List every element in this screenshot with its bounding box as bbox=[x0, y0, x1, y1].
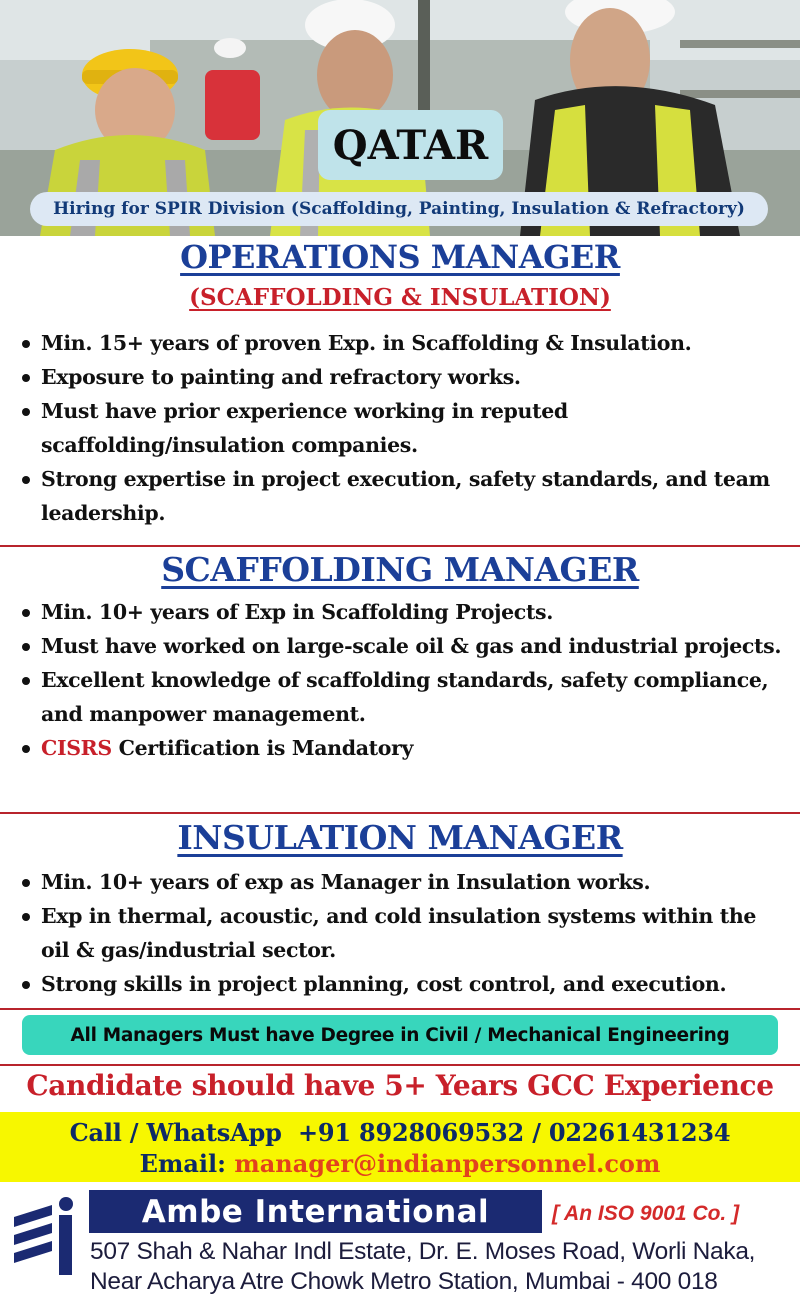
list-item: Must have prior experience working in reputed scaffolding/insulation companies. bbox=[18, 394, 788, 462]
address-line-2: Near Acharya Atre Chowk Metro Station, Mumbai - 400 018 bbox=[90, 1268, 718, 1295]
contact-band bbox=[0, 1112, 800, 1182]
list-item: Strong skills in project planning, cost control, and execution. bbox=[18, 967, 788, 1001]
email-label: Email: bbox=[139, 1149, 226, 1178]
call-label: Call / WhatsApp bbox=[69, 1118, 282, 1147]
country-badge: QATAR bbox=[318, 110, 503, 180]
degree-requirement-banner: All Managers Must have Degree in Civil / Mechanical Engineering bbox=[22, 1015, 778, 1055]
list-item: Excellent knowledge of scaffolding standards, safety compliance, and manpower management. bbox=[18, 663, 788, 731]
certification-text: Certification is Mandatory bbox=[111, 736, 414, 760]
email-line bbox=[0, 1149, 800, 1178]
job-title-insulation-manager: INSULATION MANAGER bbox=[177, 818, 623, 857]
call-line bbox=[0, 1118, 800, 1147]
list-item: Min. 10+ years of exp as Manager in Insulation works. bbox=[18, 865, 788, 899]
address-line-1: 507 Shah & Nahar Indl Estate, Dr. E. Moses Road, Worli Naka, bbox=[90, 1238, 756, 1265]
operations-manager-requirements bbox=[18, 326, 788, 530]
list-item: Must have worked on large-scale oil & gas and industrial projects. bbox=[18, 629, 788, 663]
list-item: Exposure to painting and refractory works. bbox=[18, 360, 788, 394]
section-divider bbox=[0, 545, 800, 547]
iso-certification-tag: [ An ISO 9001 Co. ] bbox=[552, 1202, 740, 1225]
list-item: Exp in thermal, acoustic, and cold insulation systems within the oil & gas/industrial sector. bbox=[18, 899, 788, 967]
section-divider bbox=[0, 1008, 800, 1010]
list-item-certification bbox=[18, 731, 788, 765]
scaffolding-manager-requirements bbox=[18, 595, 788, 765]
list-item: Min. 15+ years of proven Exp. in Scaffolding & Insulation. bbox=[18, 326, 788, 360]
insulation-manager-requirements bbox=[18, 865, 788, 1001]
job-title-operations-manager: OPERATIONS MANAGER bbox=[180, 238, 620, 276]
hiring-division-banner: Hiring for SPIR Division (Scaffolding, Painting, Insulation & Refractory) bbox=[30, 192, 768, 226]
list-item: Min. 10+ years of Exp in Scaffolding Projects. bbox=[18, 595, 788, 629]
hero-banner bbox=[0, 0, 800, 236]
company-name-banner: Ambe International bbox=[89, 1190, 542, 1233]
section-divider bbox=[0, 1064, 800, 1066]
job-subtitle-scaffolding-insulation: (SCAFFOLDING & INSULATION) bbox=[189, 284, 611, 311]
email-link[interactable]: manager@indianpersonnel.com bbox=[234, 1149, 661, 1178]
section-divider bbox=[0, 812, 800, 814]
gcc-experience-notice: Candidate should have 5+ Years GCC Experience bbox=[26, 1069, 774, 1102]
job-title-scaffolding-manager: SCAFFOLDING MANAGER bbox=[161, 550, 639, 589]
phone-numbers[interactable]: +91 8928069532 / 02261431234 bbox=[297, 1118, 731, 1147]
list-item: Strong expertise in project execution, safety standards, and team leadership. bbox=[18, 462, 788, 530]
ambe-logo-icon bbox=[12, 1195, 74, 1281]
cisrs-highlight: CISRS bbox=[41, 736, 112, 760]
